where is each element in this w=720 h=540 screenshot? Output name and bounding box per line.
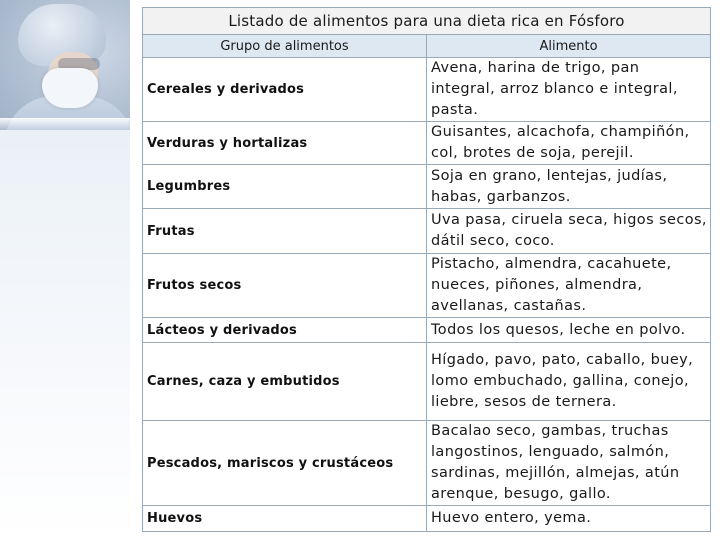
food-group-cell: Frutos secos — [143, 254, 427, 318]
table-row — [143, 318, 711, 343]
table-row — [143, 122, 711, 165]
food-group-cell: Cereales y derivados — [143, 58, 427, 122]
table-row — [143, 254, 711, 318]
food-group-cell: Lácteos y derivados — [143, 318, 427, 343]
food-table-container — [142, 7, 710, 529]
food-group-cell: Legumbres — [143, 165, 427, 209]
food-list-cell: Uva pasa, ciruela seca, higos secos, dátil seco, coco. — [427, 209, 711, 254]
table-row — [143, 165, 711, 209]
food-group-cell: Verduras y hortalizas — [143, 122, 427, 165]
column-header-group: Grupo de alimentos — [143, 35, 427, 58]
phosphorus-food-table — [142, 7, 711, 532]
table-title: Listado de alimentos para una dieta rica en Fósforo — [143, 8, 711, 35]
table-row — [143, 58, 711, 122]
food-list-cell: Guisantes, alcachofa, champiñón, col, brotes de soja, perejil. — [427, 122, 711, 165]
food-list-cell: Huevo entero, yema. — [427, 506, 711, 532]
food-group-cell: Carnes, caza y embutidos — [143, 343, 427, 421]
food-group-cell: Huevos — [143, 506, 427, 532]
food-group-cell: Pescados, mariscos y crustáceos — [143, 421, 427, 506]
food-list-cell: Avena, harina de trigo, pan integral, arroz blanco e integral, pasta. — [427, 58, 711, 122]
table-row — [143, 421, 711, 506]
table-row — [143, 343, 711, 421]
food-list-cell: Bacalao seco, gambas, truchas langostinos, lenguado, salmón, sardinas, mejillón, almejas, atún arenque, besugo, gallo. — [427, 421, 711, 506]
food-list-cell: Todos los quesos, leche en polvo. — [427, 318, 711, 343]
food-group-cell: Frutas — [143, 209, 427, 254]
food-list-cell: Hígado, pavo, pato, caballo, buey, lomo embuchado, gallina, conejo, liebre, sesos de ternera. — [427, 343, 711, 421]
table-row — [143, 209, 711, 254]
surgical-mask — [42, 68, 98, 108]
food-list-cell: Soja en grano, lentejas, judías, habas, garbanzos. — [427, 165, 711, 209]
table-row — [143, 506, 711, 532]
side-decoration — [0, 0, 130, 540]
doctor-photo — [0, 0, 130, 130]
photo-fade — [0, 118, 130, 132]
food-list-cell: Pistacho, almendra, cacahuete, nueces, piñones, almendra, avellanas, castañas. — [427, 254, 711, 318]
column-header-food: Alimento — [427, 35, 711, 58]
